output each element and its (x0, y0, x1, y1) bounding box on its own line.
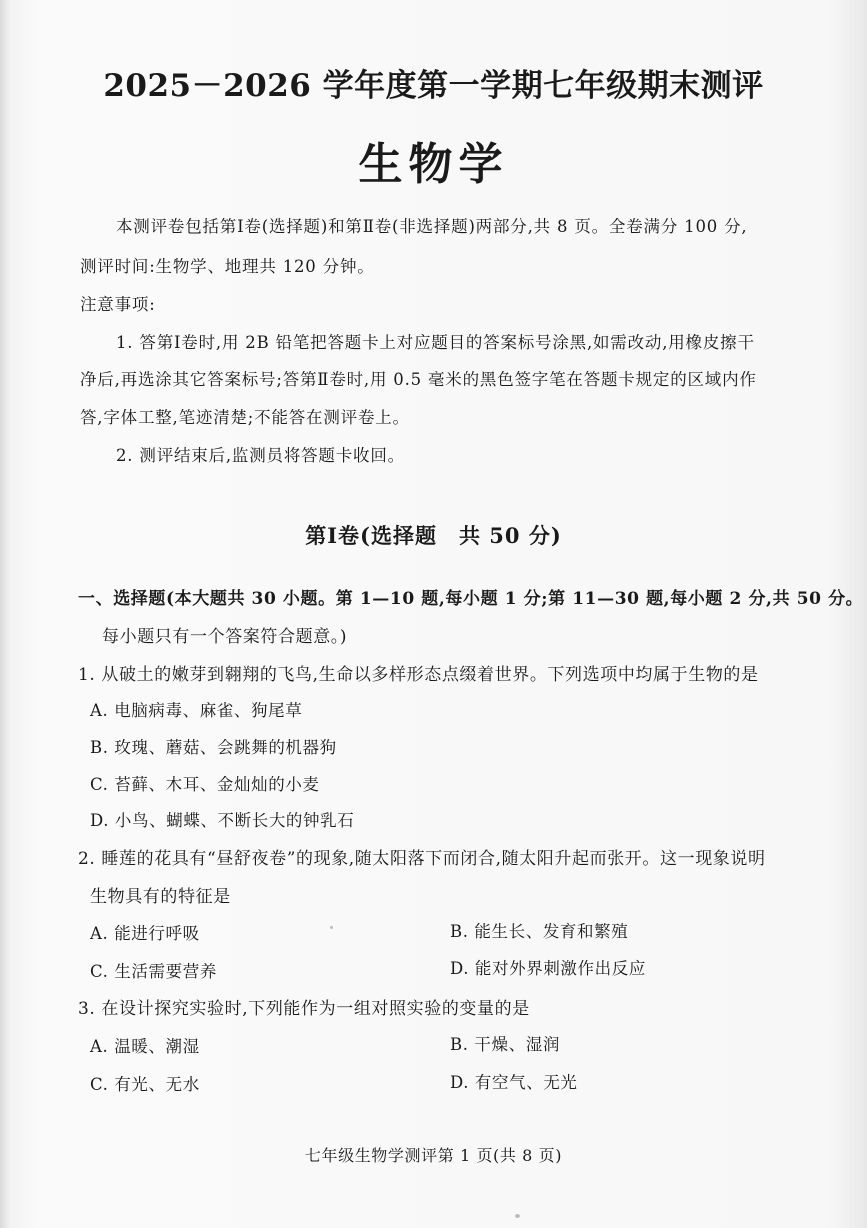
question-2-option-b: B. 能生长、发育和繁殖 (450, 922, 629, 941)
question-3-option-c: C. 有光、无水 (90, 1075, 200, 1094)
section-instruction-line-2: 每小题只有一个答案符合题意。) (102, 627, 348, 647)
question-1-stem: 1. 从破土的嫩芽到翱翔的飞鸟,生命以多样形态点缀着世界。下列选项中均属于生物的是 (78, 665, 759, 685)
question-2-stem-line-1: 2. 睡莲的花具有“昼舒夜卷”的现象,随太阳落下而闭合,随太阳升起而张开。这一现象说明 (78, 849, 766, 869)
question-3-option-d: D. 有空气、无光 (450, 1073, 578, 1092)
question-1-option-d: D. 小鸟、蝴蝶、不断长大的钟乳石 (90, 811, 355, 830)
notes-item-1-line-1: 1. 答第Ⅰ卷时,用 2B 铅笔把答题卡上对应题目的答案标号涂黑,如需改动,用橡皮擦干 (116, 333, 755, 352)
page-footer: 七年级生物学测评第 1 页(共 8 页) (304, 1146, 563, 1165)
question-1-option-b: B. 玫瑰、蘑菇、会跳舞的机器狗 (90, 738, 337, 757)
question-2-option-d: D. 能对外界刺激作出反应 (450, 959, 646, 978)
notes-item-1-line-3: 答,字体工整,笔迹清楚;不能答在测评卷上。 (80, 408, 410, 427)
question-1-option-a: A. 电脑病毒、麻雀、狗尾草 (90, 701, 303, 720)
question-2-stem-line-2: 生物具有的特征是 (90, 887, 231, 907)
scan-speck (330, 926, 333, 929)
section-title: 第Ⅰ卷(选择题 共 50 分) (305, 523, 562, 548)
question-3-option-a: A. 温暖、潮湿 (90, 1037, 200, 1056)
question-1-option-c: C. 苔藓、木耳、金灿灿的小麦 (90, 775, 320, 794)
intro-line-1: 本测评卷包括第Ⅰ卷(选择题)和第Ⅱ卷(非选择题)两部分,共 8 页。全卷满分 100 分, (116, 217, 748, 236)
question-3-stem: 3. 在设计探究实验时,下列能作为一组对照实验的变量的是 (78, 999, 530, 1019)
notes-item-1-line-2: 净后,再选涂其它答案标号;答第Ⅱ卷时,用 0.5 毫米的黑色签字笔在答题卡规定的区域内作 (80, 370, 757, 389)
question-2-option-c: C. 生活需要营养 (90, 962, 217, 981)
exam-title: 2025－2026 学年度第一学期七年级期末测评 (103, 68, 764, 104)
notes-heading: 注意事项: (80, 295, 156, 314)
notes-item-2: 2. 测评结束后,监测员将答题卡收回。 (116, 446, 405, 465)
intro-line-2: 测评时间:生物学、地理共 120 分钟。 (80, 257, 375, 276)
scan-speck (515, 1214, 520, 1218)
question-3-option-b: B. 干燥、湿润 (450, 1035, 560, 1054)
subject-title: 生物学 (358, 139, 509, 190)
question-2-option-a: A. 能进行呼吸 (90, 924, 200, 943)
section-instruction-line-1: 一、选择题(本大题共 30 小题。第 1—10 题,每小题 1 分;第 11—30 题,每小题 2 分,共 50 分。 (78, 589, 864, 609)
